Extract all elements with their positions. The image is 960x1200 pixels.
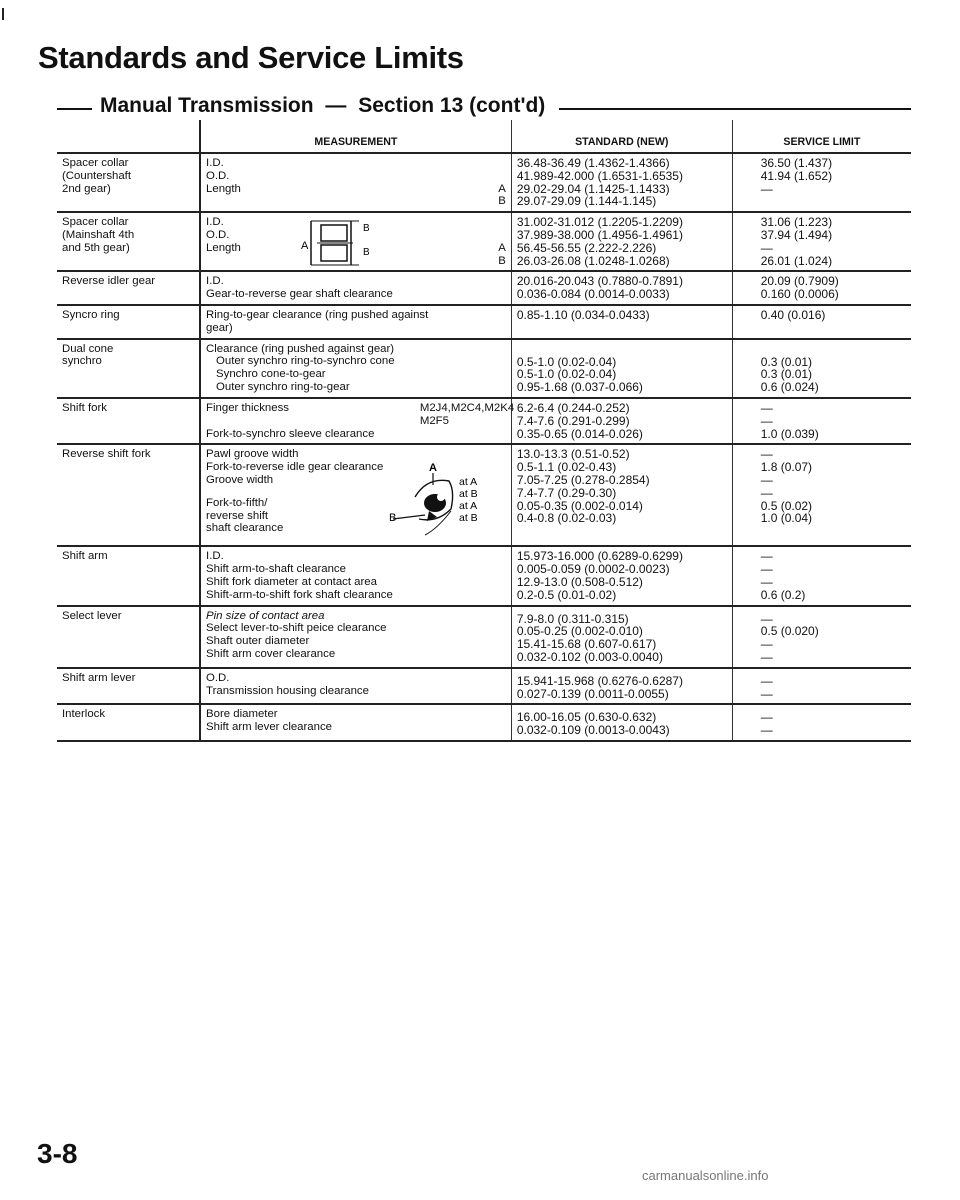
table-row xyxy=(57,398,911,444)
measurement-text: I.D. xyxy=(206,550,224,563)
diagram-label-a: A xyxy=(301,240,309,253)
measurement-text: Outer synchro ring-to-gear xyxy=(216,380,350,393)
measurement-text: Finger thickness xyxy=(206,401,289,414)
limit-value: — xyxy=(760,413,773,428)
standard-value: 26.03-26.08 (1.0248-1.0268) xyxy=(516,253,670,268)
standard-value: 15.973-16.000 (0.6289-0.6299) xyxy=(516,549,683,564)
limit-value: — xyxy=(760,562,773,577)
measurement-text: Shift-arm-to-shift fork shaft clearance xyxy=(206,588,393,601)
standard-cell xyxy=(511,339,732,398)
standard-value: 0.005-0.059 (0.0002-0.0023) xyxy=(516,562,670,577)
standard-value: 7.4-7.7 (0.29-0.30) xyxy=(516,485,617,500)
standard-value: 0.95-1.68 (0.037-0.066) xyxy=(516,380,643,395)
limit-cell xyxy=(732,398,911,444)
limit-value: — xyxy=(760,549,773,564)
limit-cell xyxy=(732,606,911,668)
limit-cell xyxy=(732,704,911,741)
measurement-text: O.D. xyxy=(206,228,230,241)
section-heading xyxy=(92,94,559,118)
header-part xyxy=(57,120,200,153)
limit-cell xyxy=(732,212,911,271)
part-cell xyxy=(57,668,200,705)
standard-cell xyxy=(511,444,732,546)
part-text: Interlock xyxy=(62,708,106,721)
limit-cell xyxy=(732,305,911,339)
measurement-text: Synchro cone-to-gear xyxy=(216,368,326,381)
limit-value: 1.8 (0.07) xyxy=(760,460,813,475)
marker-label: A xyxy=(498,241,506,254)
page-title: Standards and Service Limits xyxy=(38,40,464,75)
part-text: Select lever xyxy=(62,609,122,622)
part-cell xyxy=(57,339,200,398)
standard-value: 29.02-29.04 (1.1425-1.1433) xyxy=(516,181,670,196)
measurement-text: Select lever-to-shift peice clearance xyxy=(206,622,387,635)
limit-value: — xyxy=(760,181,773,196)
part-cell xyxy=(57,153,200,212)
standard-value: 0.05-0.25 (0.002-0.010) xyxy=(516,624,643,639)
limit-value: — xyxy=(760,673,773,688)
standard-value: 0.036-0.084 (0.0014-0.0033) xyxy=(516,287,670,302)
part-cell xyxy=(57,212,200,271)
model-code: M2F5 xyxy=(419,414,449,427)
limit-value: — xyxy=(760,574,773,589)
part-text: Spacer collar xyxy=(62,157,129,169)
table-row xyxy=(57,153,911,212)
measurement-text: gear) xyxy=(206,321,233,334)
diagram-label-b: B xyxy=(389,512,397,525)
measurement-text: reverse shift xyxy=(206,509,269,522)
limit-value: 26.01 (1.024) xyxy=(760,253,833,268)
measurement-text: Shift arm-to-shaft clearance xyxy=(206,563,346,576)
standard-value: 0.4-0.8 (0.02-0.03) xyxy=(516,511,617,526)
standard-value: 0.5-1.0 (0.02-0.04) xyxy=(516,354,617,369)
table-row xyxy=(57,546,911,605)
limit-value: 0.3 (0.01) xyxy=(760,367,813,382)
measurement-text: Fork-to-synchro sleeve clearance xyxy=(206,427,375,440)
standard-value: 15.941-15.968 (0.6276-0.6287) xyxy=(516,673,683,688)
limit-value: 0.3 (0.01) xyxy=(760,354,813,369)
measurement-text: Fork-to-fifth/ xyxy=(206,496,268,509)
standard-cell xyxy=(511,704,732,741)
part-text: and 5th gear) xyxy=(62,241,130,254)
limit-value: — xyxy=(760,649,773,664)
part-cell xyxy=(57,271,200,305)
limit-cell xyxy=(732,668,911,705)
standard-value: 0.027-0.139 (0.0011-0.0055) xyxy=(516,686,669,701)
measurement-text: Transmission housing clearance xyxy=(206,684,369,697)
measurement-text: Fork-to-reverse idle gear clearance xyxy=(206,461,384,474)
margin-mark xyxy=(2,8,4,20)
part-text: Reverse idler gear xyxy=(62,275,156,288)
limit-cell xyxy=(732,546,911,605)
limit-value: 20.09 (0.7909) xyxy=(760,274,839,289)
limit-value: — xyxy=(760,485,773,500)
measurement-text: Shift arm lever clearance xyxy=(206,721,333,734)
standard-value: 0.032-0.109 (0.0013-0.0043) xyxy=(516,723,670,738)
standard-value: 7.05-7.25 (0.278-0.2854) xyxy=(516,472,650,487)
part-text: Shift arm lever xyxy=(62,671,136,684)
measurement-cell xyxy=(200,546,511,605)
table-row xyxy=(57,704,911,741)
part-text: Shift arm xyxy=(62,550,108,563)
limit-value: 41.94 (1.652) xyxy=(760,168,833,183)
spacer-collar-diagram xyxy=(299,217,379,269)
limit-value: — xyxy=(760,240,773,255)
limit-value: 1.0 (0.039) xyxy=(760,426,819,441)
section-number: Section 13 (cont'd) xyxy=(358,94,546,117)
section-dash: — xyxy=(325,94,347,117)
standard-value: 0.5-1.1 (0.02-0.43) xyxy=(516,460,617,475)
standard-cell xyxy=(511,212,732,271)
limit-cell xyxy=(732,339,911,398)
standard-cell xyxy=(511,398,732,444)
part-cell xyxy=(57,398,200,444)
standard-value: 13.0-13.3 (0.51-0.52) xyxy=(516,447,630,462)
measurement-line xyxy=(206,401,515,415)
limit-value: — xyxy=(760,447,773,462)
diagram-label-a: A xyxy=(429,463,437,475)
measurement-text: Outer synchro ring-to-synchro cone xyxy=(216,355,395,368)
diagram-label-b: B xyxy=(363,247,370,259)
measurement-text: Shift fork diameter at contact area xyxy=(206,575,377,588)
measurement-cell xyxy=(200,668,511,705)
limit-cell xyxy=(732,444,911,546)
limit-value: 0.40 (0.016) xyxy=(760,307,826,322)
table-row xyxy=(57,444,911,546)
part-text: synchro xyxy=(62,355,102,368)
standard-value: 0.35-0.65 (0.014-0.026) xyxy=(516,426,643,441)
standard-value: 36.48-36.49 (1.4362-1.4366) xyxy=(516,156,670,170)
measurement-text: O.D. xyxy=(206,671,230,684)
measurement-text: shaft clearance xyxy=(206,522,284,535)
header-measurement: MEASUREMENT xyxy=(200,120,511,153)
standard-cell xyxy=(511,271,732,305)
standard-cell xyxy=(511,305,732,339)
part-cell xyxy=(57,444,200,546)
measurement-cell xyxy=(200,305,511,339)
part-text: 2nd gear) xyxy=(62,182,111,195)
header-service-limit: SERVICE LIMIT xyxy=(732,120,911,153)
table-row xyxy=(57,339,911,398)
standard-value: 20.016-20.043 (0.7880-0.7891) xyxy=(516,274,683,289)
table-row xyxy=(57,271,911,305)
limit-value: 37.94 (1.494) xyxy=(760,227,833,242)
measurement-text: Length xyxy=(206,241,241,254)
model-code: M2J4,M2C4,M2K4 xyxy=(419,401,515,414)
standard-value: 7.9-8.0 (0.311-0.315) xyxy=(516,611,629,626)
measurement-text: O.D. xyxy=(206,169,230,182)
measurement-cell xyxy=(200,271,511,305)
part-cell xyxy=(57,305,200,339)
diagram-label: at A xyxy=(459,500,478,513)
measurement-cell xyxy=(200,339,511,398)
measurement-text: Shaft outer diameter xyxy=(206,635,310,648)
measurement-text: Shift arm cover clearance xyxy=(206,647,336,660)
part-text: (Mainshaft 4th xyxy=(62,228,135,241)
measurement-cell xyxy=(200,212,511,271)
part-cell xyxy=(57,546,200,605)
measurement-text: I.D. xyxy=(206,275,224,288)
part-text: Spacer collar xyxy=(62,216,129,229)
standard-value: 41.989-42.000 (1.6531-1.6535) xyxy=(516,168,683,183)
standard-cell xyxy=(511,546,732,605)
measurement-text: I.D. xyxy=(206,157,224,169)
part-text: Shift fork xyxy=(62,401,107,414)
table-row xyxy=(57,212,911,271)
measurement-text: Groove width xyxy=(206,473,274,486)
standard-value: 16.00-16.05 (0.630-0.632) xyxy=(516,710,657,725)
marker-label: B xyxy=(498,195,506,208)
measurement-text: Clearance (ring pushed against gear) xyxy=(206,342,395,355)
measurement-text: Gear-to-reverse gear shaft clearance xyxy=(206,288,393,301)
measurement-cell xyxy=(200,606,511,668)
part-text: Reverse shift fork xyxy=(62,448,151,461)
limit-value: — xyxy=(760,611,773,626)
part-cell xyxy=(57,606,200,668)
diagram-label: at B xyxy=(459,488,478,501)
part-text: Syncro ring xyxy=(62,308,120,321)
limit-value: 0.5 (0.02) xyxy=(760,498,813,513)
table-row xyxy=(57,668,911,705)
limit-cell xyxy=(732,271,911,305)
measurement-cell xyxy=(200,444,511,546)
limit-value: 36.50 (1.437) xyxy=(760,156,833,170)
table-row xyxy=(57,606,911,668)
spec-table xyxy=(57,120,911,742)
limit-value: 0.6 (0.2) xyxy=(760,587,806,602)
standard-value: 0.5-1.0 (0.02-0.04) xyxy=(516,367,617,382)
limit-value: 31.06 (1.223) xyxy=(760,215,833,230)
standard-value: 0.85-1.10 (0.034-0.0433) xyxy=(516,307,650,322)
standard-value: 15.41-15.68 (0.607-0.617) xyxy=(516,637,657,652)
standard-value: 29.07-29.09 (1.144-1.145) xyxy=(516,194,657,209)
marker-label: A xyxy=(498,182,506,195)
header-standard: STANDARD (NEW) xyxy=(511,120,732,153)
limit-value: — xyxy=(760,400,773,415)
measurement-line xyxy=(206,183,506,196)
standard-cell xyxy=(511,606,732,668)
diagram-label-b: B xyxy=(363,223,370,235)
section-name: Manual Transmission xyxy=(100,94,314,117)
diagram-label: at A xyxy=(459,476,478,489)
standard-value: 0.032-0.102 (0.003-0.0040) xyxy=(516,649,663,664)
standard-cell xyxy=(511,668,732,705)
page-number: 3-8 xyxy=(37,1138,78,1169)
measurement-text: Pawl groove width xyxy=(206,448,299,461)
limit-value: — xyxy=(760,723,773,738)
limit-value: — xyxy=(760,686,773,701)
part-text: (Countershaft xyxy=(62,169,132,182)
diagram-label: at B xyxy=(459,512,478,525)
standard-value: 7.4-7.6 (0.291-0.299) xyxy=(516,413,630,428)
limit-value: — xyxy=(760,637,773,652)
limit-value: 1.0 (0.04) xyxy=(760,511,813,526)
table-row xyxy=(57,305,911,339)
limit-cell xyxy=(732,153,911,212)
part-text: Dual cone xyxy=(62,342,114,355)
measurement-cell xyxy=(200,704,511,741)
measurement-text: Bore diameter xyxy=(206,708,278,721)
standard-value: 31.002-31.012 (1.2205-1.2209) xyxy=(516,215,683,230)
standard-value: 56.45-56.55 (2.222-2.226) xyxy=(516,240,657,255)
measurement-text: Pin size of contact area xyxy=(206,609,325,622)
standard-value: 0.05-0.35 (0.002-0.014) xyxy=(516,498,643,513)
standard-cell xyxy=(511,153,732,212)
measurement-text: Length xyxy=(206,182,241,195)
part-cell xyxy=(57,704,200,741)
limit-value: — xyxy=(760,472,773,487)
table-header-row xyxy=(57,120,911,153)
measurement-cell xyxy=(200,398,515,444)
standard-value: 6.2-6.4 (0.244-0.252) xyxy=(516,400,630,415)
limit-value: 0.5 (0.020) xyxy=(760,624,819,639)
limit-value: 0.6 (0.024) xyxy=(760,380,819,395)
measurement-line xyxy=(206,415,506,428)
reverse-shift-fork-diagram xyxy=(389,463,485,537)
watermark: carmanualsonline.info xyxy=(642,1168,769,1183)
standard-value: 0.2-0.5 (0.01-0.02) xyxy=(516,587,617,602)
marker-label: B xyxy=(498,254,506,267)
standard-value: 37.989-38.000 (1.4956-1.4961) xyxy=(516,227,683,242)
limit-value: — xyxy=(760,710,773,725)
measurement-text: Ring-to-gear clearance (ring pushed against xyxy=(206,308,429,321)
standard-value: 12.9-13.0 (0.508-0.512) xyxy=(516,574,643,589)
limit-value: 0.160 (0.0006) xyxy=(760,287,839,302)
measurement-text: I.D. xyxy=(206,216,224,229)
measurement-cell xyxy=(200,153,511,212)
